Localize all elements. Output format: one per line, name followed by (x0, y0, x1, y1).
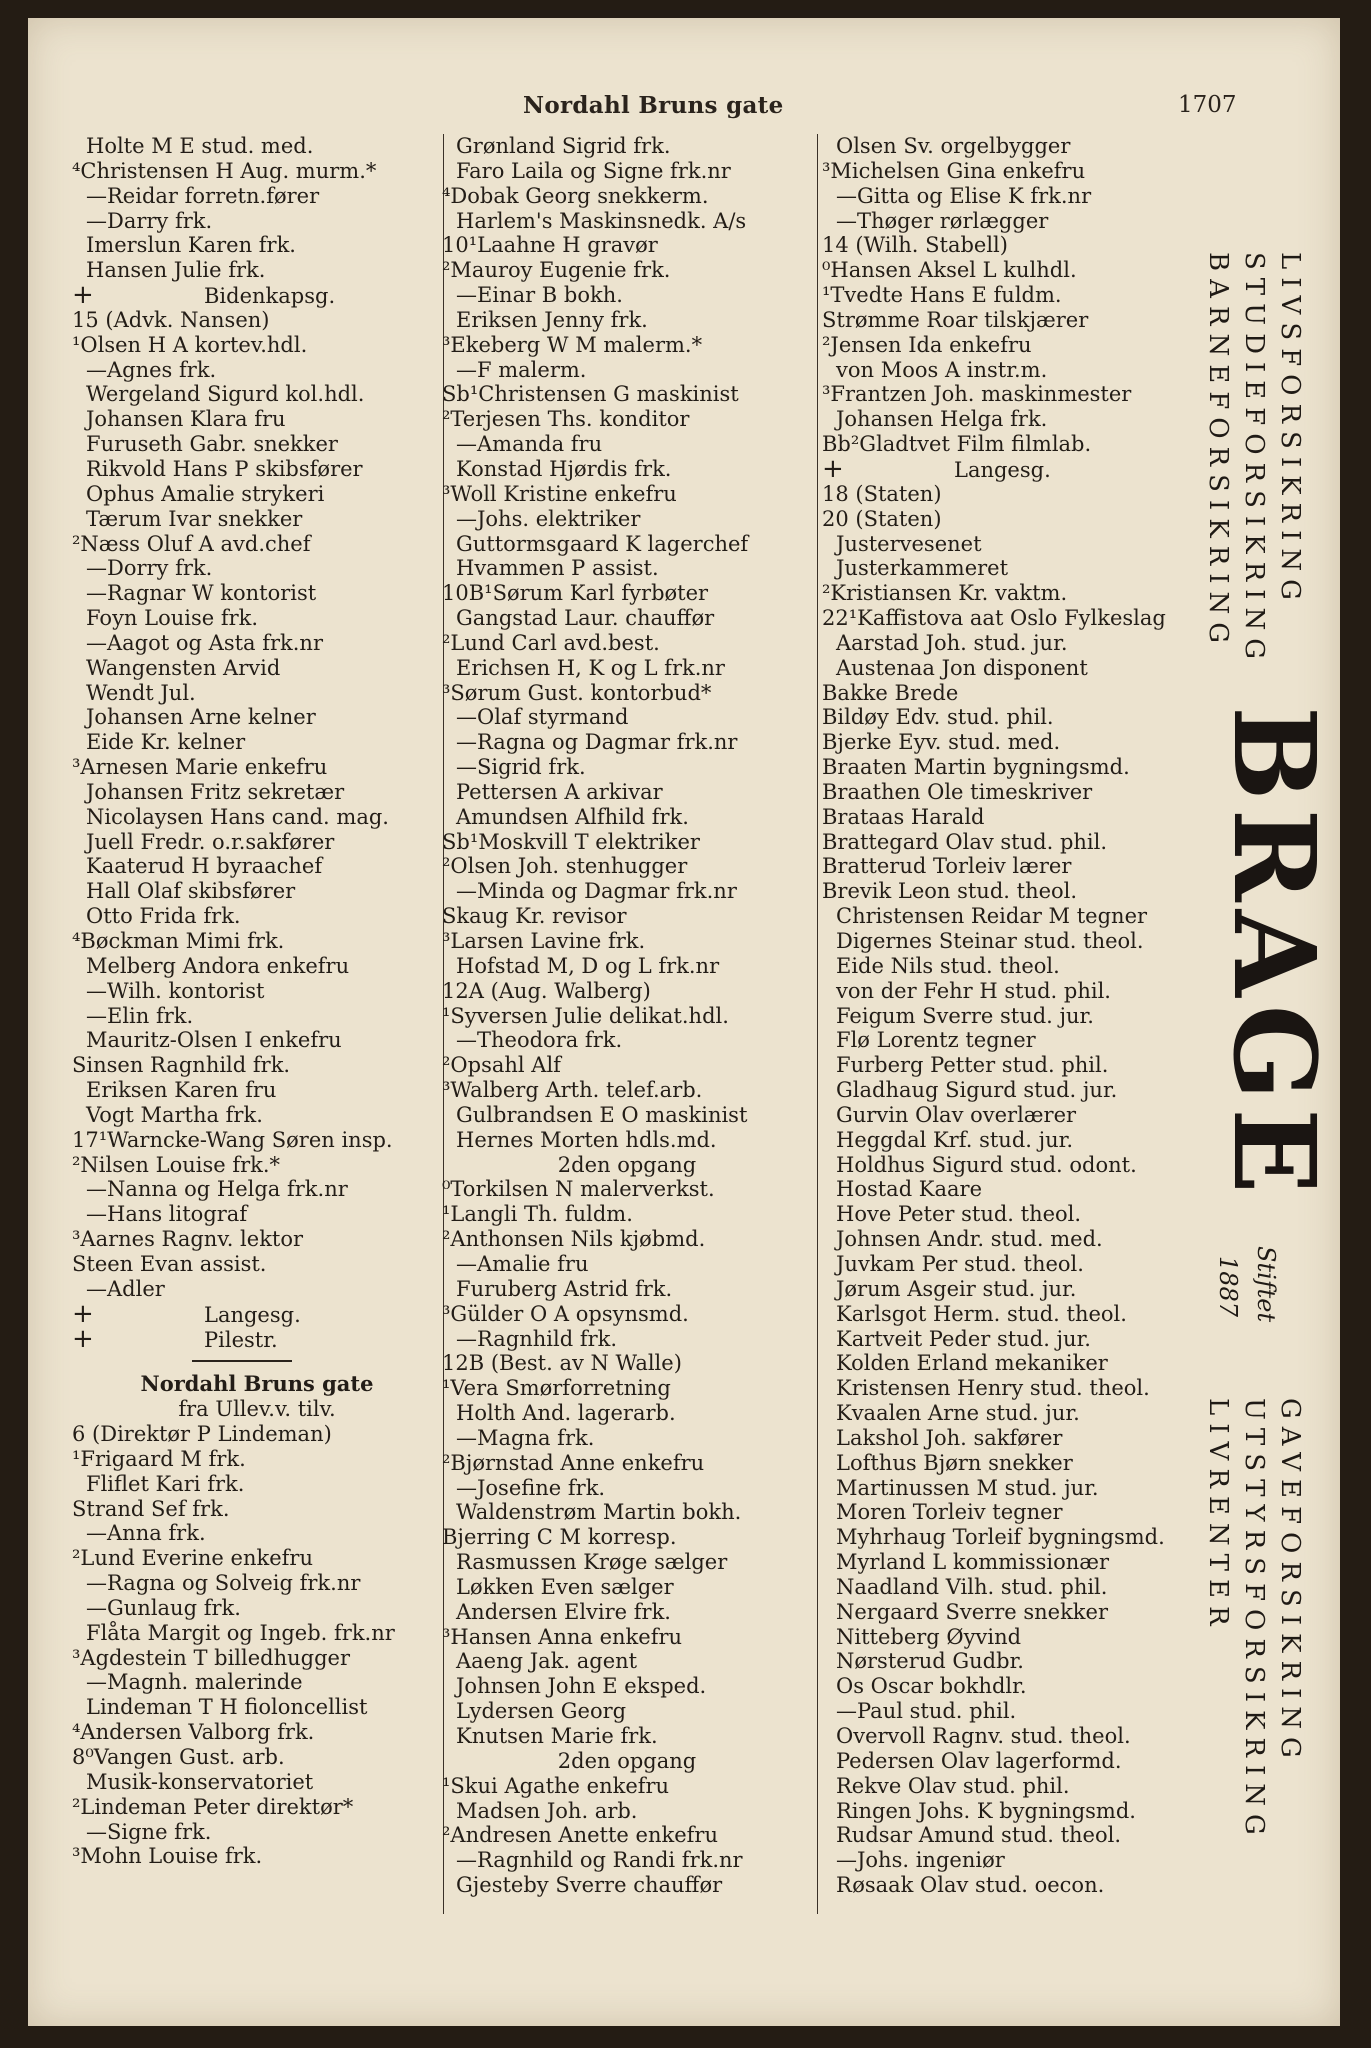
directory-entry: ¹Syversen Julie delikat.hdl. (442, 1003, 729, 1028)
advert-founded-label: Stiftet (1252, 1246, 1280, 1323)
directory-entry: —Wilh. kontorist (86, 978, 265, 1003)
directory-entry: ³Mohn Louise frk. (72, 1844, 263, 1869)
directory-entry: —Ragnar W kontorist (86, 581, 317, 606)
directory-entry: ²Lund Everine enkefru (72, 1546, 313, 1571)
directory-entry: 12A (Aug. Walberg) (442, 978, 651, 1003)
cross-icon: + (72, 1323, 94, 1354)
directory-entry: Lindeman T H fioloncellist (86, 1695, 368, 1720)
directory-entry: Lofthus Bjørn snekker (836, 1450, 1073, 1475)
directory-entry: —Magna frk. (456, 1425, 595, 1450)
directory-entry: Foyn Louise frk. (86, 606, 259, 631)
directory-entry: 12B (Best. av N Walle) (442, 1351, 682, 1376)
section-divider (192, 1360, 292, 1362)
directory-entry: —Theodora frk. (456, 1028, 623, 1053)
directory-entry: Nitteberg Øyvind (836, 1624, 1022, 1649)
directory-entry: Furberg Petter stud. phil. (836, 1053, 1109, 1078)
directory-entry: Hove Peter stud. theol. (836, 1202, 1082, 1227)
directory-entry: Heggdal Krf. stud. jur. (836, 1127, 1074, 1152)
directory-entry: ³Larsen Lavine frk. (442, 929, 646, 953)
directory-entry: Nicolaysen Hans cand. mag. (86, 804, 389, 829)
directory-entry: —Ragnhild og Randi frk.nr (456, 1848, 743, 1873)
directory-entry: ²Andresen Anette enkefru (442, 1823, 718, 1848)
directory-entry: Gladhaug Sigurd stud. jur. (836, 1078, 1118, 1103)
directory-entry: Fliflet Kari frk. (86, 1471, 245, 1496)
directory-entry: ¹Frigaard M frk. (72, 1446, 246, 1471)
directory-entry: Juell Fredr. o.r.sakfører (86, 829, 335, 854)
advert-line-barneforsikring: BARNEFORSIKRING (1203, 252, 1233, 651)
directory-entry: ²Lund Carl avd.best. (442, 630, 660, 655)
directory-entry: Justerkammeret (836, 556, 1009, 581)
cross-icon: + (822, 453, 844, 484)
directory-entry: ¹Skui Agathe enkefru (442, 1773, 670, 1798)
directory-entry: Lakshol Joh. sakfører (836, 1425, 1063, 1450)
directory-entry: —Ragna og Dagmar frk.nr (456, 730, 738, 755)
directory-entry: Furuberg Astrid frk. (456, 1276, 673, 1301)
directory-entry: ³Aarnes Ragnv. lektor (72, 1227, 304, 1252)
directory-entry: ²Anthonsen Nils kjøbmd. (442, 1227, 706, 1252)
directory-entry: —Minda og Dagmar frk.nr (456, 879, 737, 904)
directory-entry: ³Arnesen Marie enkefru (72, 755, 328, 780)
directory-entry: —Johs. elektriker (456, 506, 641, 531)
directory-entry: ¹Olsen H A kortev.hdl. (72, 332, 308, 357)
directory-entry: Sb¹Moskvill T elektriker (442, 829, 700, 854)
directory-entry: Naadland Vilh. stud. phil. (836, 1574, 1108, 1599)
directory-entry: Melberg Andora enkefru (86, 953, 350, 978)
cross-street-label: Langesg. (954, 457, 1051, 482)
directory-entry: —Johs. ingeniør (836, 1848, 1005, 1873)
directory-entry: Aaeng Jak. agent (456, 1649, 638, 1674)
directory-entry: Waldenstrøm Martin bokh. (456, 1500, 742, 1525)
directory-entry: ⁰Hansen Aksel L kulhdl. (822, 258, 1077, 283)
directory-entry: —Josefine frk. (456, 1475, 606, 1500)
directory-entry: ¹Vera Smørforretning (442, 1376, 671, 1401)
directory-entry: Bb²Gladtvet Film filmlab. (822, 432, 1092, 457)
directory-entry: Gulbrandsen E O maskinist (456, 1102, 748, 1127)
cross-icon: + (72, 280, 94, 311)
directory-entry: Mauritz-Olsen I enkefru (86, 1028, 342, 1053)
advert-line-livrenter: LIVRENTER (1203, 1398, 1233, 1634)
directory-entry: Holte M E stud. med. (86, 134, 314, 158)
directory-entry: Hall Olaf skibsfører (86, 879, 296, 904)
directory-entry: ³Walberg Arth. telef.arb. (442, 1078, 703, 1103)
directory-entry: —Adler (86, 1276, 165, 1301)
directory-entry: Christensen Reidar M tegner (836, 904, 1148, 929)
directory-entry: ⁴Andersen Valborg frk. (72, 1720, 315, 1745)
directory-entry: Eide Nils stud. theol. (836, 953, 1060, 978)
directory-entry: ²Olsen Joh. stenhugger (442, 854, 688, 879)
directory-entry: —Ragna og Solveig frk.nr (86, 1571, 361, 1596)
directory-entry: ³Frantzen Joh. maskinmester (822, 382, 1132, 407)
directory-entry: Justervesenet (836, 531, 982, 556)
directory-entry: Myrland L kommissionær (836, 1550, 1110, 1575)
directory-entry: —Paul stud. phil. (836, 1699, 1017, 1724)
directory-entry: —Signe frk. (86, 1819, 212, 1844)
directory-entry: Nergaard Sverre snekker (836, 1599, 1108, 1624)
cross-street-label: Bidenkapsg. (204, 284, 336, 309)
directory-entry: 14 (Wilh. Stabell) (822, 233, 1008, 258)
sub-heading: fra Ullev.v. tilv. (178, 1397, 336, 1422)
directory-entry: —Darry frk. (86, 208, 213, 233)
directory-entry: Kvaalen Arne stud. jur. (836, 1401, 1080, 1426)
directory-entry: Otto Frida frk. (86, 904, 241, 929)
directory-entry: Kaaterud H byraachef (86, 854, 323, 879)
directory-entry: Bjerring C M korresp. (442, 1525, 677, 1550)
directory-entry: Hernes Morten hdls.md. (456, 1127, 717, 1152)
directory-entry: Brataas Harald (822, 804, 985, 829)
directory-entry: —Amanda fru (456, 432, 603, 457)
directory-entry: Sinsen Ragnhild frk. (72, 1053, 291, 1078)
directory-entry: Erichsen H, K og L frk.nr (456, 655, 725, 680)
directory-entry: Bjerke Eyv. stud. med. (822, 730, 1061, 755)
directory-entry: Tærum Ivar snekker (86, 506, 303, 531)
directory-entry: —Nanna og Helga frk.nr (86, 1177, 348, 1202)
directory-entry: ³Agdestein T billedhugger (72, 1645, 351, 1670)
directory-column-1 (72, 134, 442, 1869)
directory-entry: Hostad Kaare (836, 1177, 983, 1202)
directory-entry: Johnsen Andr. stud. med. (836, 1227, 1103, 1252)
advert-line-livsforsikring: LIVSFORSIKRING (1275, 252, 1305, 608)
directory-entry: Juvkam Per stud. theol. (836, 1251, 1084, 1276)
directory-entry: Os Oscar bokhdlr. (836, 1674, 1027, 1699)
directory-entry: Sb¹Christensen G maskinist (442, 382, 739, 407)
directory-entry: 22¹Kaffistova aat Oslo Fylkeslag (822, 606, 1166, 631)
directory-entry: ³Sørum Gust. kontorbud* (442, 680, 712, 705)
directory-entry: —Reidar forretn.fører (86, 183, 320, 208)
directory-entry: Andersen Elvire frk. (456, 1599, 671, 1624)
sub-heading: 2den opgang (557, 1748, 697, 1773)
directory-entry: von Moos A instr.m. (836, 357, 1048, 382)
directory-entry: Pettersen A arkivar (456, 779, 663, 804)
directory-entry: Overvoll Ragnv. stud. theol. (836, 1724, 1131, 1748)
directory-entry: Rasmussen Krøge sælger (456, 1550, 728, 1575)
directory-entry: —Elin frk. (86, 1003, 194, 1028)
directory-entry: Eriksen Karen fru (86, 1078, 277, 1103)
directory-entry: 17¹Warncke-Wang Søren insp. (72, 1127, 393, 1152)
directory-entry: Brevik Leon stud. theol. (822, 879, 1078, 904)
directory-entry: Harlem's Maskinsnedk. A/s (456, 208, 747, 233)
directory-entry: —Gunlaug frk. (86, 1595, 241, 1620)
directory-entry: Johansen Arne kelner (86, 705, 316, 730)
directory-entry: Eriksen Jenny frk. (456, 307, 648, 332)
directory-entry: —Gitta og Elise K frk.nr (836, 183, 1092, 208)
directory-entry: ³Michelsen Gina enkefru (822, 158, 1086, 183)
directory-entry: Johnsen John E eksped. (456, 1674, 707, 1699)
directory-entry: ⁴Bøckman Mimi frk. (72, 929, 285, 953)
directory-entry: —Anna frk. (86, 1521, 206, 1546)
directory-entry: ²Mauroy Eugenie frk. (442, 258, 671, 283)
directory-entry: von der Fehr H stud. phil. (836, 978, 1111, 1003)
directory-entry: Furuseth Gabr. snekker (86, 432, 338, 457)
directory-entry: 10¹Laahne H gravør (442, 233, 658, 258)
directory-entry: Digernes Steinar stud. theol. (836, 929, 1144, 953)
column-divider-2 (817, 134, 818, 1914)
directory-entry: Amundsen Alfhild frk. (456, 804, 689, 829)
directory-entry: Jørum Asgeir stud. jur. (836, 1276, 1077, 1301)
sub-heading: 2den opgang (557, 1152, 697, 1177)
directory-entry: Madsen Joh. arb. (456, 1798, 638, 1823)
section-heading: Nordahl Bruns gate (140, 1371, 374, 1397)
directory-entry: Holth And. lagerarb. (456, 1401, 676, 1426)
advert-brand-logo: BRAGE (1208, 706, 1339, 1202)
directory-entry: —Olaf styrmand (456, 705, 629, 730)
directory-entry: —Ragnhild frk. (456, 1326, 618, 1351)
cross-icon: + (72, 1298, 94, 1329)
directory-entry: Imerslun Karen frk. (86, 233, 296, 258)
directory-entry: Wendt Jul. (86, 680, 196, 705)
directory-entry: ²Bjørnstad Anne enkefru (442, 1450, 705, 1475)
directory-entry: 18 (Staten) (822, 481, 942, 506)
directory-entry: ³Ekeberg W M malerm.* (442, 332, 703, 357)
directory-entry: Rikvold Hans P skibsfører (86, 456, 363, 481)
directory-entry: Bratterud Torleiv lærer (822, 854, 1072, 879)
directory-entry: Strand Sef frk. (72, 1496, 230, 1521)
directory-entry: Karlsgot Herm. stud. theol. (836, 1301, 1127, 1326)
advert-founded-year: 1887 (1214, 1256, 1242, 1318)
directory-entry: Martinussen M stud. jur. (836, 1475, 1099, 1500)
directory-entry: 20 (Staten) (822, 506, 942, 531)
directory-entry: 8⁰Vangen Gust. arb. (72, 1745, 285, 1769)
directory-entry: Lydersen Georg (456, 1699, 627, 1724)
page-header-title: Nordahl Bruns gate (523, 92, 784, 119)
directory-entry: —Magnh. malerinde (86, 1670, 303, 1695)
cross-street-marker (72, 1298, 442, 1329)
directory-entry: Kolden Erland mekaniker (836, 1351, 1108, 1376)
directory-entry: Braathen Ole timeskriver (822, 779, 1093, 804)
directory-column-2 (442, 134, 812, 1898)
directory-entry: ¹Langli Th. fuldm. (442, 1202, 633, 1227)
directory-entry: ²Næss Oluf A avd.chef (72, 531, 311, 556)
directory-entry: Knutsen Marie frk. (456, 1724, 658, 1748)
directory-entry: —Agnes frk. (86, 357, 217, 382)
directory-entry: Myhrhaug Torleif bygningsmd. (836, 1525, 1165, 1550)
directory-entry: ²Terjesen Ths. konditor (442, 407, 690, 432)
directory-entry: 10B¹Sørum Karl fyrbøter (442, 581, 709, 606)
directory-entry: ²Lindeman Peter direktør* (72, 1794, 354, 1819)
directory-entry: Skaug Kr. revisor (442, 904, 627, 929)
directory-entry: Ringen Johs. K bygningsmd. (836, 1798, 1136, 1823)
cross-street-marker (822, 453, 1202, 484)
directory-column-3 (822, 134, 1202, 1898)
directory-entry: Løkken Even sælger (456, 1574, 674, 1599)
directory-entry: ³Hansen Anna enkefru (442, 1624, 683, 1649)
directory-entry: Faro Laila og Signe frk.nr (456, 158, 731, 183)
directory-entry: Austenaa Jon disponent (836, 655, 1088, 680)
directory-entry: Guttormsgaard K lagerchef (456, 531, 749, 556)
directory-entry: 15 (Advk. Nansen) (72, 307, 270, 332)
directory-entry: Hansen Julie frk. (86, 258, 266, 283)
directory-entry: Steen Evan assist. (72, 1251, 267, 1276)
directory-entry: Strømme Roar tilskjærer (822, 307, 1089, 332)
directory-entry: ²Nilsen Louise frk.* (72, 1152, 281, 1177)
advert-line-utstyrsforsikring: UTSTYRSFORSIKRING (1239, 1398, 1269, 1843)
directory-entry: Johansen Helga frk. (836, 407, 1048, 432)
directory-entry: Wangensten Arvid (86, 655, 281, 680)
directory-entry: ²Jensen Ida enkefru (822, 332, 1032, 357)
directory-entry: Bildøy Edv. stud. phil. (822, 705, 1054, 730)
directory-entry: —Dorry frk. (86, 556, 213, 581)
directory-entry: —Aagot og Asta frk.nr (86, 630, 323, 655)
directory-entry: ⁰Torkilsen N malerverkst. (442, 1177, 715, 1202)
directory-entry: ³Woll Kristine enkefru (442, 481, 677, 506)
directory-entry: Rekve Olav stud. phil. (836, 1773, 1070, 1798)
directory-entry: Holdhus Sigurd stud. odont. (836, 1152, 1137, 1177)
directory-entry: Kartveit Peder stud. jur. (836, 1326, 1091, 1351)
directory-entry: Johansen Fritz sekretær (86, 779, 345, 804)
directory-entry: ¹Tvedte Hans E fuldm. (822, 283, 1062, 308)
directory-entry: Musik-konservatoriet (86, 1769, 314, 1794)
directory-entry: ²Opsahl Alf (442, 1053, 561, 1078)
directory-entry: Hofstad M, D og L frk.nr (456, 953, 720, 978)
directory-entry: Gjesteby Sverre chauffør (456, 1873, 723, 1898)
directory-entry: Ophus Amalie strykeri (86, 481, 325, 506)
directory-entry: Johansen Klara fru (86, 407, 286, 432)
directory-entry: —Einar B bokh. (456, 283, 623, 308)
directory-entry: 6 (Direktør P Lindeman) (72, 1422, 332, 1447)
directory-entry: Feigum Sverre stud. jur. (836, 1003, 1094, 1028)
directory-entry: Hvammen P assist. (456, 556, 659, 581)
page-number: 1707 (1178, 92, 1237, 118)
directory-entry: —Sigrid frk. (456, 755, 586, 780)
directory-entry: —Hans litograf (86, 1202, 248, 1227)
directory-entry: Flåta Margit og Ingeb. frk.nr (86, 1620, 395, 1645)
directory-entry: Gurvin Olav overlærer (836, 1102, 1077, 1127)
directory-entry: ²Kristiansen Kr. vaktm. (822, 581, 1068, 606)
cross-street-label: Pilestr. (204, 1327, 278, 1352)
directory-entry: Aarstad Joh. stud. jur. (836, 630, 1068, 655)
directory-entry: Pedersen Olav lagerformd. (836, 1748, 1122, 1773)
directory-entry: Wergeland Sigurd kol.hdl. (86, 382, 365, 407)
directory-entry: Grønland Sigrid frk. (456, 134, 671, 158)
cross-street-label: Langesg. (204, 1302, 301, 1327)
directory-entry: —Amalie fru (456, 1251, 589, 1276)
directory-entry: Flø Lorentz tegner (836, 1028, 1036, 1053)
directory-entry: Kristensen Henry stud. theol. (836, 1376, 1150, 1401)
directory-entry: Brattegard Olav stud. phil. (822, 829, 1108, 854)
directory-entry: Konstad Hjørdis frk. (456, 456, 672, 481)
directory-entry: Bakke Brede (822, 680, 959, 705)
directory-entry: ³Gülder O A opsynsmd. (442, 1301, 689, 1326)
directory-entry: Gangstad Laur. chauffør (456, 606, 715, 631)
directory-entry: Vogt Martha frk. (86, 1102, 263, 1127)
cross-street-marker (72, 1323, 442, 1354)
directory-entry: Olsen Sv. orgelbygger (836, 134, 1071, 158)
directory-entry: Moren Torleiv tegner (836, 1500, 1063, 1525)
directory-entry: Braaten Martin bygningsmd. (822, 755, 1130, 780)
directory-entry: ⁴Dobak Georg snekkerm. (442, 183, 709, 208)
advert-line-gaveforsikring: GAVEFORSIKRING (1275, 1398, 1305, 1766)
directory-entry: —F malerm. (456, 357, 587, 382)
directory-entry: ⁴Christensen H Aug. murm.* (72, 158, 377, 183)
advert-line-studieforsikring: STUDIEFORSIKRING (1239, 252, 1269, 667)
directory-entry: Nørsterud Gudbr. (836, 1649, 1024, 1674)
directory-entry: Rudsar Amund stud. theol. (836, 1823, 1121, 1848)
directory-entry: Røsaak Olav stud. oecon. (836, 1873, 1105, 1898)
directory-entry: Eide Kr. kelner (86, 730, 246, 755)
directory-entry: —Thøger rørlægger (836, 208, 1049, 233)
cross-street-marker (72, 280, 442, 311)
